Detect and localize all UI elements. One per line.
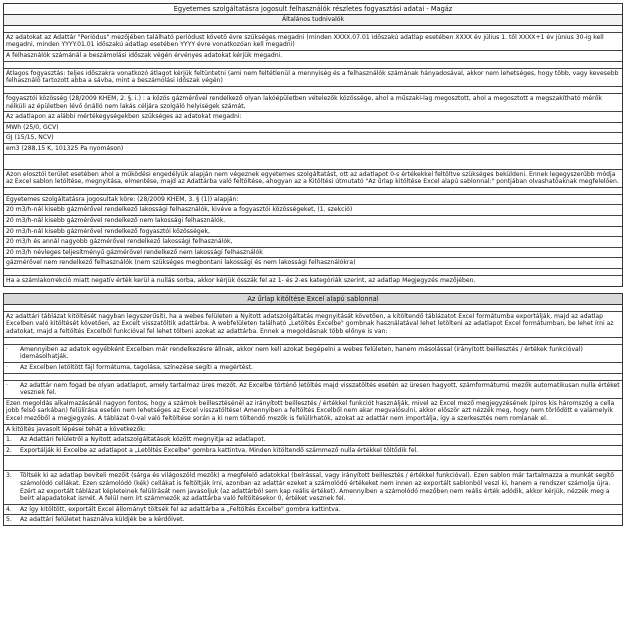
step-item: 1. Az Adattári felületről a Nyitott adatszolgáltatások között megnyitja az adatlapot. (4, 435, 622, 446)
circle-item: 20 m3/h-nál kisebb gázmérővel rendelkező nem lakossági felhasználók. (4, 216, 622, 227)
spacer-row (4, 87, 622, 94)
spacer-row (4, 338, 622, 345)
spacer-row (4, 62, 622, 69)
document-page (3, 3, 623, 532)
spacer-row (4, 26, 622, 33)
section-subtitle: Általános tudnivalók (4, 15, 622, 26)
info-row: fogyasztói közösség (28/2009 KHEM, 2. §. i.) : a közös gázmérővel rendelkező olyan lakóépületben vételezők közössége, ahol a műszaki-lag megosztott, ahol a megosztott a megszakítható mérők nélküli az épületben lévő önálló nem lakás céljára szolgáló helyiségek számát, (4, 94, 622, 112)
spacer-row (4, 374, 622, 381)
spacer-row (4, 155, 622, 170)
info-paragraph: Azon elosztói terület esetében ahol a működési engedélyük alapján nem végeznek egyetemes szolgáltatást, ott az adatlapot 0-s értékekkel feltöltve szükséges beküldeni. Ennek legegyszerűbb módja az Excel sablon letöltése, megnyitása, elmentése, majd az Adattárba való feltöltése, ahogyan az a Kitöltési útmutató "Az űrlap kitöltése Excel alapú sablonnal:" pontjában olvashatóaknak megfelelően. (4, 170, 622, 188)
circle-item: 20 m3/h névleges teljesítményű gázmérővel rendelkező nem lakossági felhasználók (4, 248, 622, 259)
step-item: 3. Töltsék ki az adatlap beviteli mezőit (sárga és világoszöld mezők) a megfelelő adatokkal (beírással, vagy irányított beillesztés / értékkel funkcióval). Ezen sablon már tartalmazza a munkát segítő számolódó cellákat. Ezen számolódó (kék) cellákat is feltöltják írni, azonban az adattár ezeket a számolódó értékeket nem innen az exportált sablonból veszi ki, hanem a rendszer számolja újra. Ezért az exportált táblázat képleteinek felülírását nem javasoljuk (az adattárból sem kap reális értéket). Amennyiben a számolódó mezőben nem reális érték adódik, akkor kérjük, nézzék meg a beírt alapadatokat ismét. A felül nem írt számmezők az adattárba való feltöltésekor 0, értéket vesznek fel. (4, 471, 622, 504)
info-row: Az adatlapon az alábbi mértékegységekben szükséges az adatokat megadni: (4, 112, 622, 123)
info-row: Az adatokat az Adattár "Periódus" mezőjében található periódust követő évre szükséges megadni (minden XXXX.07.01 időszakú adatlap esetében XXXX év július 1. től XXXX+1 év június 30-ig kell megadni, minden YYYY.01.01 időszakú adatlap esetében YYYY évre vonatkozóan kell megadni) (4, 33, 622, 51)
section-title: Az űrlap kitöltése Excel alapú sablonnal (4, 294, 622, 305)
advantage-item: · Az Excelben letöltött fájl formátuma, tagolása, színezése segíti a megértést. (4, 363, 622, 374)
intro-paragraph: Az adattári táblázat kitöltését nagyban legyszerűsíti, ha a webes felületen a Nyitott adatszolgáltatás megnyitását követően, a kitöltendő táblázatot Excel formátumba exportálják, majd az adatlap Excelben való kitöltését követően, az Excelt visszatöltik adattárba. A webfelületen található „Letöltés Excelbe" gombnak használatával lehet letölteni az adatlapot Excel formátumban, be lehet írni az adatokat, majd a feltöltés Excelből funkcióval fel lehet tölteni azokat az adattárba. Ennek a megoldásnak több előnye is van: (4, 312, 622, 338)
section-title: Egyetemes szolgáltatásra jogosult felhasználók részletes fogyasztási adatai - Magáz (4, 4, 622, 15)
advantage-item: · Amennyiben az adatok egyébként Excelben már rendelkezésre állnak, akkor nem kell azokat begépelni a webes felületen, hanem másolással (irányított beillesztés / értékek funkcióval) idemásolhatják. (4, 345, 622, 363)
circle-title: Egyetemes szolgáltatásra jogosultak köre: (28/2009 KHEM, 3. § (1)) alapján: (4, 195, 622, 206)
circle-item: 20 m3/h-nál kisebb gázmérővel rendelkező fogyasztói közösségek, (4, 227, 622, 238)
circle-item: 20 m3/h-nál kisebb gázmérővel rendelkező lakossági felhasználók, kivéve a fogyasztói közösségeket, (1. szekció) (4, 205, 622, 216)
spacer-row (4, 188, 622, 195)
step-item: 5. Az adattári felületet használva küldjék be a kérdőívet. (6, 516, 185, 524)
circle-item: 20 m3/h és annál nagyobb gázmérővel rendelkező lakossági felhasználók, (4, 237, 622, 248)
unit-row: em3 (288,15 K, 101325 Pa nyomáson) (4, 144, 622, 155)
steps-title: A kitöltés javasolt lépései tehát a következők: (4, 425, 622, 436)
unit-row: MWh (25/0, GCV) (4, 123, 622, 134)
spacer-row (4, 456, 622, 471)
unit-row: GJ (15/15, NCV) (4, 133, 622, 144)
step-item: 4. Az így kitöltött, exportált Excel állományt töltsék fel az adattárba a „Feltöltés Excelbe" gombra kattintva. (4, 505, 622, 516)
advantage-item: · Az adattár nem fogad be olyan adatlapot, amely tartalmaz üres mezőt. Az Excelbe történő letöltés majd visszatöltés esetén az üresen hagyott, számformátumú mezők automatikusan nulla értéket vesznek fel. (4, 381, 622, 399)
info-row: A felhasználók számánál a beszámolási időszak végén érvényes adatokat kérjük megadni. (4, 51, 622, 62)
step-item: 2. Exportálják ki Excelbe az adatlapot a „Letöltés Excelbe" gombra kattintva. Minden kitöltendő számmező nulla értékkel töltődik fel. (4, 446, 622, 457)
general-info-table (3, 3, 623, 287)
circle-item: gázmérővel nem rendelkező felhasználók (nem szükséges megbontani lakossági és nem lakossági felhasználókra) (4, 258, 622, 269)
excel-guide-table (3, 293, 623, 526)
spacer-row (4, 269, 622, 276)
warning-paragraph: Ezen megoldás alkalmazásánál nagyon fontos, hogy a számok beillesztésénél az irányított beillesztés / értékkel funkciót használják, mivel az Excel mező megjegyzésének (piros kis háromszög a cella jobb felső sarkában) felülírása esetén nem lehetséges az Excel visszatöltése! Amennyiben a feltöltés Excelből nem akar megvalósulni, akkor először azt nézzék meg, hogy nem törlődött e valamelyik Excel mezőből a megjegyzés. A táblázat 0-val való feltöltése során a ki nem töltendő mezők is felülírhatók, azokat az adattár nem importálja, így a szerkesztés nem romlanak el. (4, 399, 622, 425)
info-row: Átlagos fogyasztás: teljes időszakra vonatkozó átlagot kérjük feltüntetni (ami nem feltétlenül a mennyiség és a felhasználók számának hányadosával, akkor nem lehetséges, hogy több, vagy kevesebb felhasználó tartozott abba a sávba, mint a beszámolási időszak végén) (4, 69, 622, 87)
correction-note: Ha a számlakorrekció miatt negatív érték kerül a nullás sorba, akkor kérjük összák fel az 1- és 2-es kategóriák szerint, az adatlap Megjegyzés mezőjében. (6, 277, 476, 285)
spacer-row (4, 305, 622, 312)
